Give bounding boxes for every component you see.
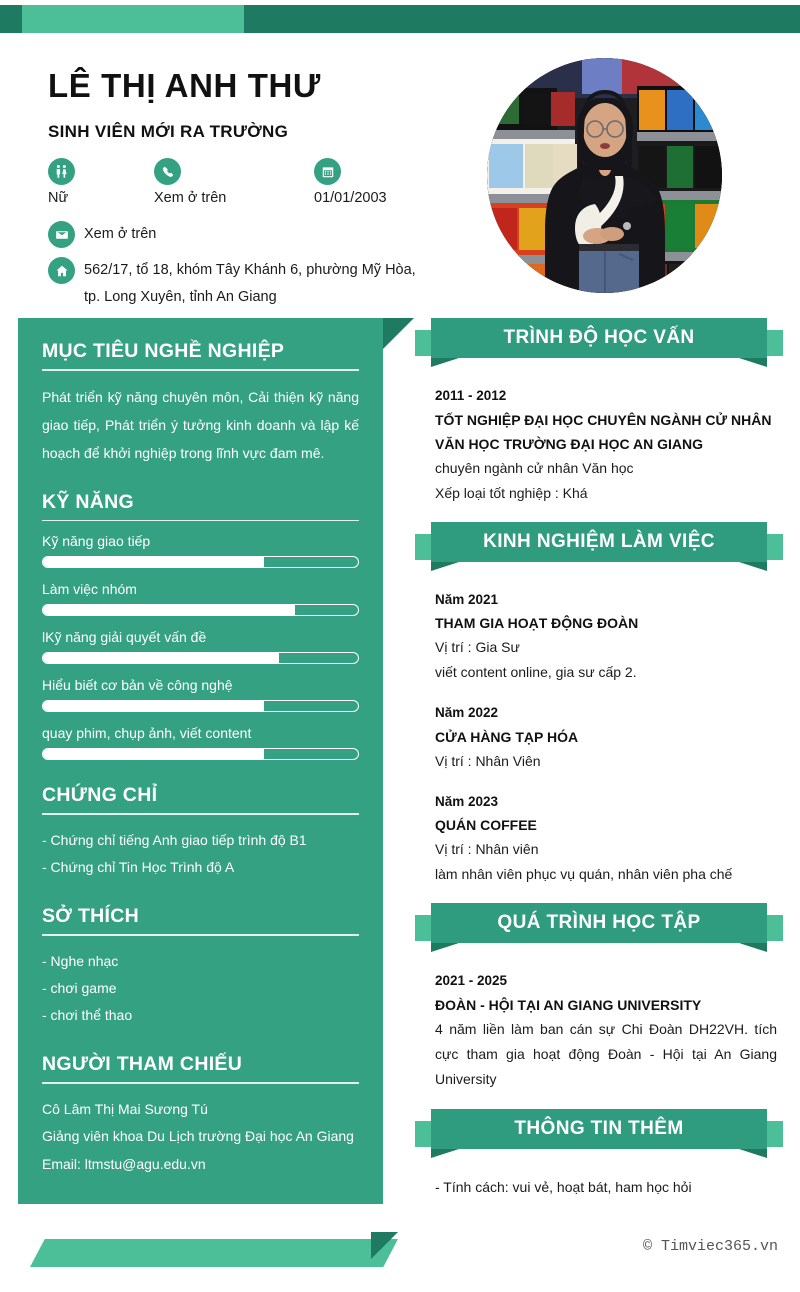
education-entry	[435, 384, 777, 506]
activities-banner	[415, 903, 783, 949]
cv-header	[0, 50, 800, 310]
divider	[42, 520, 359, 522]
activities-heading: QUÁ TRÌNH HỌC TẬP	[497, 912, 701, 934]
activity-entry	[435, 969, 777, 1092]
banner-notch-left	[431, 943, 459, 952]
footer-credit: © Timviec365.vn	[642, 1238, 778, 1255]
skill-item	[42, 581, 359, 616]
experience-entry	[435, 588, 777, 686]
skill-bar-fill	[43, 605, 295, 615]
contact-row-primary	[48, 158, 468, 212]
birthday-value: 01/01/2003	[314, 190, 387, 206]
education-section	[415, 370, 783, 506]
entry-date: Năm 2021	[435, 591, 499, 607]
contact-address	[48, 257, 468, 311]
skill-bar	[42, 604, 359, 616]
phone-icon	[154, 158, 181, 185]
top-band-light	[22, 5, 244, 33]
banner-notch-right	[739, 1149, 767, 1158]
entry-line: Vị trí : Nhân viên	[435, 841, 539, 858]
banner-notch-left	[431, 1149, 459, 1158]
address-value: 562/17, tổ 18, khóm Tây Khánh 6, phường Mỹ Hòa, tp. Long Xuyên, tỉnh An Giang	[84, 262, 416, 305]
skill-label: Hiểu biết cơ bản về công nghệ	[42, 677, 233, 693]
contact-gender	[48, 158, 154, 212]
reference-line: Giảng viên khoa Du Lịch trường Đại học An Giang	[42, 1128, 354, 1145]
entry-line: Xếp loại tốt nghiệp : Khá	[435, 484, 588, 501]
calendar-icon	[314, 158, 341, 185]
entry-line: chuyên ngành cử nhân Văn học	[435, 459, 634, 476]
skill-label: quay phim, chụp ảnh, viết content	[42, 725, 252, 741]
experience-heading: KINH NGHIỆM LÀM VIỆC	[483, 530, 715, 552]
entry-title: THAM GIA HOẠT ĐỘNG ĐOÀN	[435, 615, 639, 632]
avatar-photo	[487, 58, 722, 293]
experience-entry	[435, 701, 777, 774]
avatar	[487, 58, 722, 293]
divider	[42, 813, 359, 815]
contact-birthday	[314, 158, 387, 212]
activities-section	[415, 955, 783, 1092]
hobbies-list	[42, 948, 359, 1030]
additional-item: - Tính cách: vui vẻ, hoạt bát, ham học hỏi	[435, 1178, 692, 1195]
additional-heading: THÔNG TIN THÊM	[514, 1117, 684, 1139]
skill-label: Làm việc nhóm	[42, 581, 137, 597]
entry-line: Vị trí : Nhân Viên	[435, 752, 541, 769]
skill-bar-fill	[43, 749, 264, 759]
banner-notch-left	[431, 358, 459, 367]
skill-label: Kỹ năng giao tiếp	[42, 533, 151, 549]
entry-date: Năm 2023	[435, 793, 499, 809]
skill-item	[42, 725, 359, 760]
phone-value: Xem ở trên	[154, 190, 227, 206]
contact-list	[48, 158, 468, 320]
skill-item	[42, 533, 359, 568]
candidate-role: SINH VIÊN MỚI RA TRƯỜNG	[48, 122, 289, 141]
envelope-icon	[48, 221, 75, 248]
entry-date: Năm 2022	[435, 705, 499, 721]
additional-section	[415, 1161, 783, 1200]
gender-value: Nữ	[48, 190, 69, 206]
banner-notch-right	[739, 358, 767, 367]
home-icon	[48, 257, 75, 284]
sidebar-ribbon-fold	[371, 1232, 398, 1259]
skill-bar-fill	[43, 653, 279, 663]
sidebar-corner-fold	[383, 318, 414, 349]
skill-item	[42, 629, 359, 664]
experience-entry	[435, 790, 777, 888]
banner-bar	[431, 903, 767, 943]
skills-heading: KỸ NĂNG	[42, 490, 135, 513]
skill-bar	[42, 700, 359, 712]
divider	[42, 1082, 359, 1084]
hobby-item: - chơi thể thao	[42, 1007, 133, 1024]
divider	[42, 369, 359, 371]
skill-bar	[42, 556, 359, 568]
additional-banner	[415, 1109, 783, 1155]
certificates-heading: CHỨNG CHỈ	[42, 784, 158, 806]
entry-title: ĐOÀN - HỘI TẠI AN GIANG UNIVERSITY	[435, 996, 702, 1013]
entry-title: QUÁN COFFEE	[435, 817, 537, 834]
reference-line: Cô Lâm Thị Mai Sương Tú	[42, 1100, 208, 1117]
entry-date: 2021 - 2025	[435, 973, 508, 989]
hobby-item: - chơi game	[42, 979, 117, 996]
banner-notch-right	[739, 943, 767, 952]
certificates-list	[42, 827, 359, 882]
reference-line: Email: ltmstu@agu.edu.vn	[42, 1155, 206, 1172]
education-banner	[415, 318, 783, 364]
email-value: Xem ở trên	[84, 226, 157, 242]
skill-label: lKỹ năng giải quyết vấn đề	[42, 629, 207, 645]
education-heading: TRÌNH ĐỘ HỌC VẤN	[503, 327, 695, 348]
experience-section	[415, 574, 783, 888]
skill-item	[42, 677, 359, 712]
entry-line: viết content online, gia sư cấp 2.	[435, 664, 637, 681]
skill-bar	[42, 748, 359, 760]
contact-email	[48, 221, 468, 248]
entry-title: TỐT NGHIỆP ĐẠI HỌC CHUYÊN NGÀNH CỬ NHÂN VĂN HỌC TRƯỜNG ĐẠI HỌC AN GIANG	[435, 411, 772, 452]
references-list	[42, 1096, 359, 1178]
banner-notch-right	[739, 562, 767, 571]
gender-icon	[48, 158, 75, 185]
entry-date: 2011 - 2012	[435, 388, 507, 403]
banner-bar	[431, 318, 767, 358]
banner-notch-left	[431, 562, 459, 571]
entry-line: làm nhân viên phục vụ quán, nhân viên pha chế	[435, 866, 733, 883]
entry-title: CỬA HÀNG TẠP HÓA	[435, 728, 579, 745]
candidate-name: LÊ THỊ ANH THƯ	[48, 67, 321, 104]
divider	[42, 934, 359, 936]
entry-description: 4 năm liền làm ban cán sự Chi Đoàn DH22VH. tích cực tham gia hoạt động Đoàn - Hội tại An Giang University	[435, 1020, 777, 1088]
sidebar	[18, 318, 383, 1204]
entry-line: Vị trí : Gia Sư	[435, 639, 520, 656]
certificate-item: - Chứng chỉ Tin Học Trình độ A	[42, 858, 235, 875]
banner-bar	[431, 1109, 767, 1149]
contact-phone	[154, 158, 314, 212]
skill-bar-fill	[43, 701, 264, 711]
certificate-item: - Chứng chỉ tiếng Anh giao tiếp trình độ B1	[42, 831, 307, 848]
references-heading: NGƯỜI THAM CHIẾU	[42, 1053, 243, 1076]
skill-bar-fill	[43, 557, 264, 567]
skill-bar	[42, 652, 359, 664]
hobby-item: - Nghe nhạc	[42, 952, 119, 969]
banner-bar	[431, 522, 767, 562]
experience-banner	[415, 522, 783, 568]
sidebar-bottom-ribbon	[30, 1239, 398, 1267]
objective-text: Phát triển kỹ năng chuyên môn, Cải thiện kỹ năng giao tiếp, Phát triển ý tưởng kinh doanh và lập kế hoạch để khởi nghiệp trong lĩnh vực đam mê.	[42, 388, 359, 461]
main-column	[415, 318, 783, 1199]
hobbies-heading: SỞ THÍCH	[42, 905, 140, 928]
skills-list	[42, 533, 359, 760]
objective-heading: MỤC TIÊU NGHỀ NGHIỆP	[42, 340, 285, 362]
